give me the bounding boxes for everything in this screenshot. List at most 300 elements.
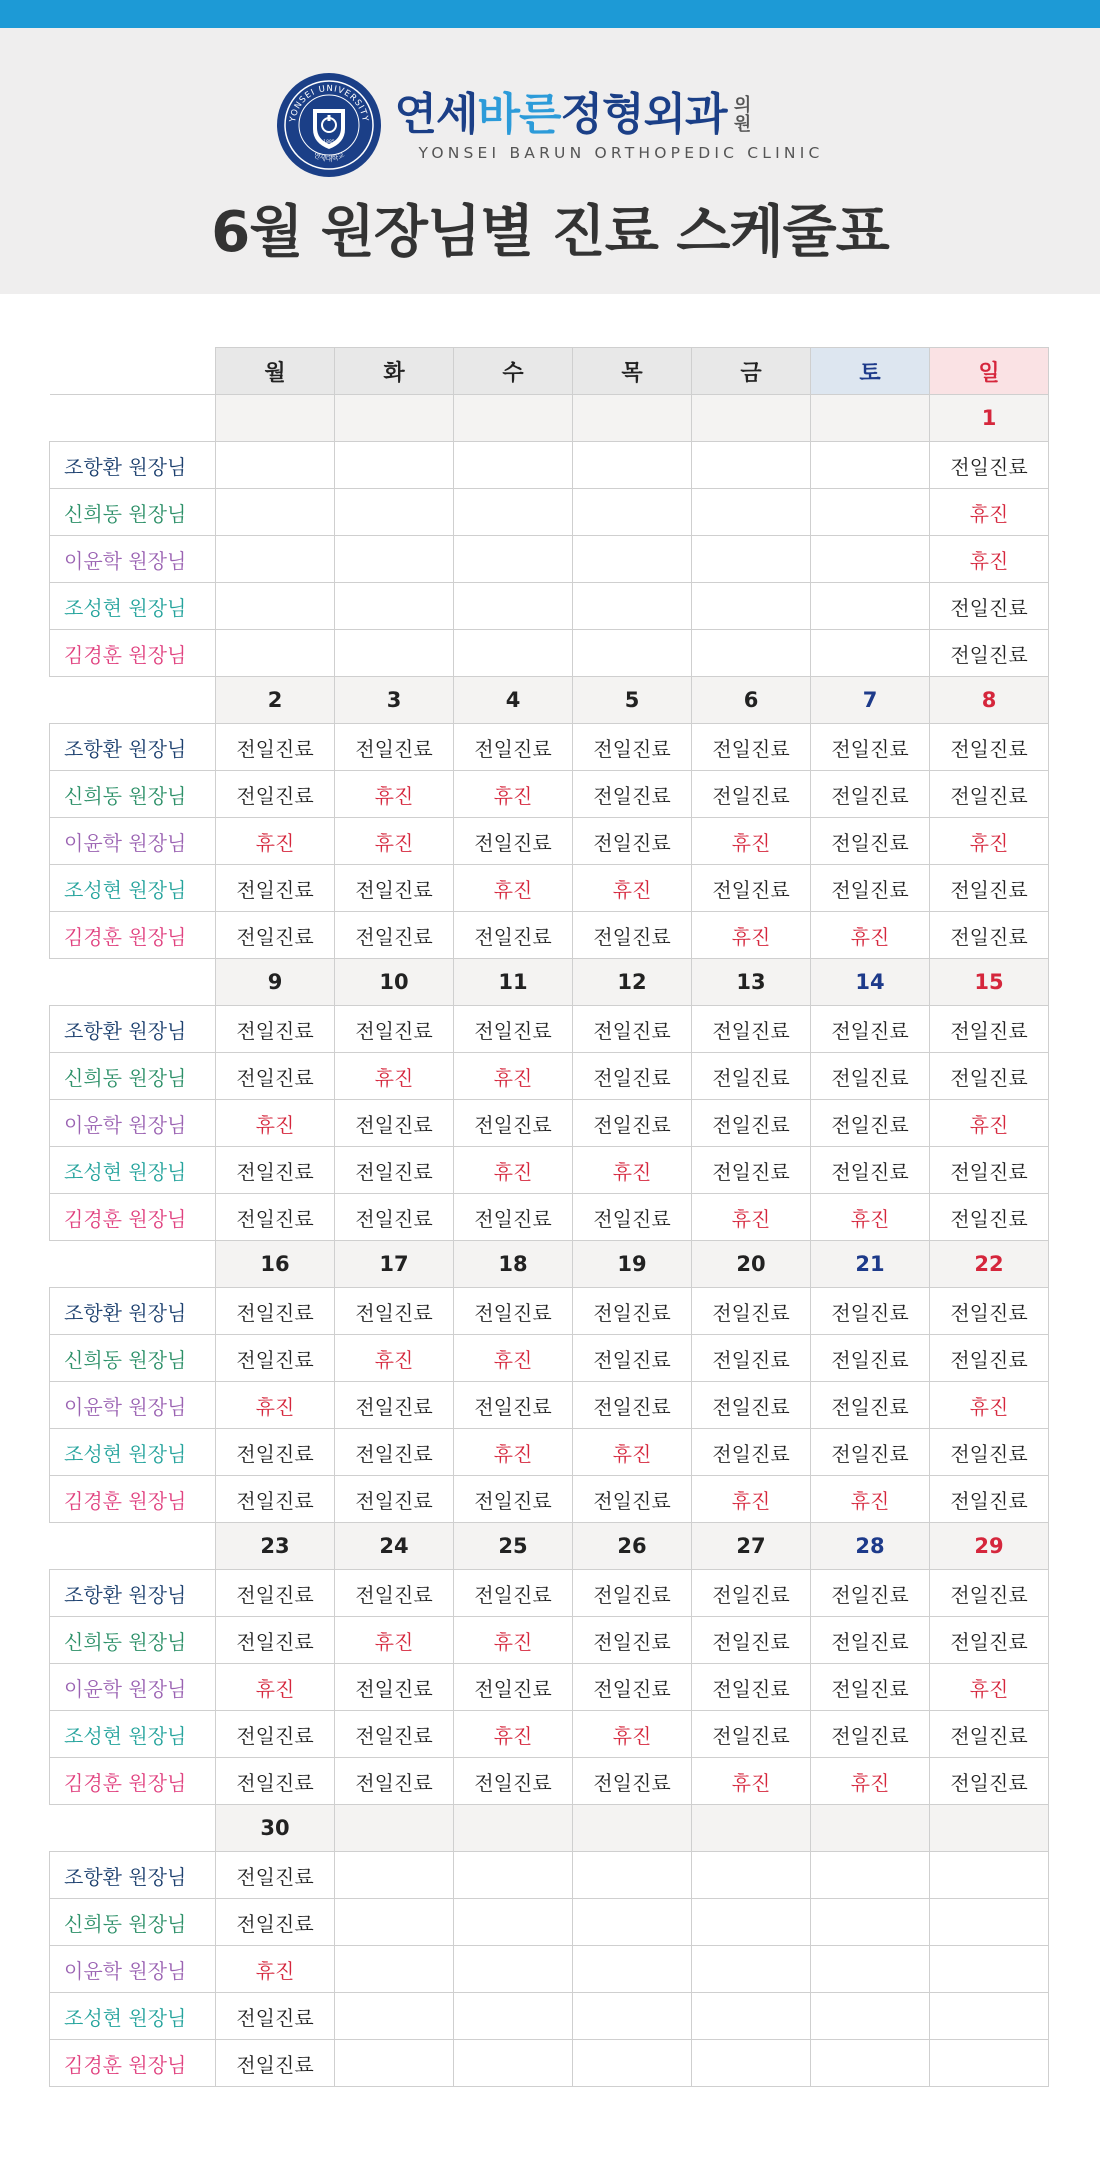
schedule-cell: 전일진료	[454, 1100, 573, 1147]
schedule-cell: 전일진료	[692, 1711, 811, 1758]
schedule-cell: 전일진료	[454, 1664, 573, 1711]
date-cell-sun: 15	[930, 959, 1049, 1006]
doctor-schedule-row	[50, 1664, 1049, 1711]
schedule-cell: 전일진료	[335, 1194, 454, 1241]
date-cell-tue: 24	[335, 1523, 454, 1570]
schedule-cell: 전일진료	[216, 1758, 335, 1805]
schedule-cell: 전일진료	[216, 1852, 335, 1899]
university-seal-icon	[277, 73, 381, 177]
schedule-cell: 전일진료	[811, 1288, 930, 1335]
schedule-cell	[811, 536, 930, 583]
schedule-cell: 전일진료	[216, 1570, 335, 1617]
schedule-cell: 휴진	[692, 1758, 811, 1805]
schedule-cell	[573, 536, 692, 583]
doctor-schedule-row	[50, 724, 1049, 771]
doctor-name: 신희동 원장님	[50, 1899, 216, 1946]
schedule-cell	[811, 442, 930, 489]
weekday-wed: 수	[454, 348, 573, 395]
schedule-cell: 전일진료	[335, 1100, 454, 1147]
top-accent-bar	[0, 0, 1100, 28]
schedule-cell	[573, 1993, 692, 2040]
schedule-cell: 전일진료	[216, 1899, 335, 1946]
schedule-cell: 휴진	[335, 1617, 454, 1664]
schedule-cell: 전일진료	[216, 1288, 335, 1335]
weekday-header-row	[50, 348, 1049, 395]
schedule-cell: 전일진료	[811, 724, 930, 771]
schedule-cell: 휴진	[573, 1711, 692, 1758]
clinic-logo	[0, 73, 1100, 177]
schedule-cell: 전일진료	[811, 1570, 930, 1617]
schedule-cell: 전일진료	[335, 912, 454, 959]
schedule-cell: 전일진료	[930, 1758, 1049, 1805]
doctor-name: 김경훈 원장님	[50, 1476, 216, 1523]
doctor-schedule-row	[50, 583, 1049, 630]
schedule-cell: 휴진	[692, 912, 811, 959]
doctor-name: 조성현 원장님	[50, 1993, 216, 2040]
schedule-cell: 전일진료	[930, 583, 1049, 630]
doctor-schedule-row	[50, 2040, 1049, 2087]
doctor-schedule-row	[50, 1194, 1049, 1241]
brand-text	[395, 89, 824, 162]
brand-name: 연세바른정형외과	[394, 88, 727, 140]
schedule-cell	[454, 2040, 573, 2087]
schedule-cell	[335, 1852, 454, 1899]
date-cell-fri	[692, 1805, 811, 1852]
date-cell-fri: 6	[692, 677, 811, 724]
schedule-cell: 전일진료	[335, 1758, 454, 1805]
schedule-cell: 전일진료	[811, 1711, 930, 1758]
doctor-schedule-row	[50, 1570, 1049, 1617]
schedule-cell: 전일진료	[573, 1758, 692, 1805]
schedule-cell	[335, 1946, 454, 1993]
schedule-cell: 휴진	[335, 818, 454, 865]
schedule-cell: 전일진료	[573, 1335, 692, 1382]
brand-suffix: 의 원	[733, 94, 752, 135]
doctor-name: 이윤학 원장님	[50, 1100, 216, 1147]
schedule-cell: 전일진료	[454, 1570, 573, 1617]
date-cell-sat	[811, 1805, 930, 1852]
page-title: 6월 원장님별 진료 스케줄표	[211, 200, 889, 265]
schedule-cell: 전일진료	[930, 1053, 1049, 1100]
schedule-cell	[573, 1899, 692, 1946]
doctor-schedule-row	[50, 1899, 1049, 1946]
schedule-cell: 전일진료	[573, 1617, 692, 1664]
doctor-schedule-row	[50, 442, 1049, 489]
schedule-cell: 전일진료	[930, 771, 1049, 818]
schedule-cell: 전일진료	[930, 1335, 1049, 1382]
schedule-cell	[811, 1946, 930, 1993]
doctor-schedule-row	[50, 1382, 1049, 1429]
schedule-cell: 전일진료	[216, 865, 335, 912]
date-cell-sun: 8	[930, 677, 1049, 724]
schedule-cell: 전일진료	[573, 1053, 692, 1100]
weekday-fri: 금	[692, 348, 811, 395]
schedule-cell: 전일진료	[454, 1006, 573, 1053]
schedule-cell: 휴진	[811, 1476, 930, 1523]
schedule-cell	[930, 1993, 1049, 2040]
schedule-cell	[216, 489, 335, 536]
doctor-name: 조항환 원장님	[50, 724, 216, 771]
schedule-cell: 전일진료	[454, 912, 573, 959]
schedule-cell: 전일진료	[454, 1194, 573, 1241]
schedule-cell	[573, 442, 692, 489]
schedule-cell: 전일진료	[692, 1053, 811, 1100]
schedule-cell: 휴진	[216, 1664, 335, 1711]
schedule-cell: 전일진료	[335, 1147, 454, 1194]
schedule-cell: 전일진료	[454, 724, 573, 771]
schedule-cell: 전일진료	[216, 1053, 335, 1100]
schedule-cell: 전일진료	[216, 1194, 335, 1241]
header-corner	[50, 348, 216, 395]
date-cell-sat: 21	[811, 1241, 930, 1288]
schedule-cell	[335, 489, 454, 536]
schedule-cell	[573, 1852, 692, 1899]
schedule-cell: 전일진료	[930, 865, 1049, 912]
date-row-label-cell	[50, 1523, 216, 1570]
doctor-name: 이윤학 원장님	[50, 1382, 216, 1429]
date-cell-fri: 27	[692, 1523, 811, 1570]
schedule-cell: 전일진료	[692, 1100, 811, 1147]
doctor-name: 조성현 원장님	[50, 1429, 216, 1476]
schedule-cell	[811, 1993, 930, 2040]
schedule-cell: 휴진	[216, 1382, 335, 1429]
date-cell-wed: 18	[454, 1241, 573, 1288]
schedule-cell	[692, 1993, 811, 2040]
date-cell-tue: 17	[335, 1241, 454, 1288]
schedule-cell: 휴진	[454, 1053, 573, 1100]
schedule-cell: 전일진료	[335, 1288, 454, 1335]
date-cell-sun: 29	[930, 1523, 1049, 1570]
doctor-name: 조성현 원장님	[50, 1147, 216, 1194]
date-cell-wed: 11	[454, 959, 573, 1006]
date-row	[50, 959, 1049, 1006]
schedule-cell	[692, 1899, 811, 1946]
schedule-cell: 휴진	[692, 1476, 811, 1523]
doctor-schedule-row	[50, 912, 1049, 959]
doctor-name: 신희동 원장님	[50, 1617, 216, 1664]
doctor-name: 조항환 원장님	[50, 1570, 216, 1617]
page-header	[0, 28, 1100, 294]
schedule-cell	[811, 2040, 930, 2087]
schedule-cell: 전일진료	[692, 771, 811, 818]
doctor-name: 신희동 원장님	[50, 1053, 216, 1100]
schedule-cell: 전일진료	[216, 1617, 335, 1664]
schedule-cell: 전일진료	[692, 724, 811, 771]
schedule-cell: 휴진	[216, 1100, 335, 1147]
schedule-cell: 휴진	[454, 1617, 573, 1664]
schedule-cell: 전일진료	[930, 1194, 1049, 1241]
schedule-cell: 전일진료	[216, 771, 335, 818]
schedule-cell	[454, 630, 573, 677]
date-row	[50, 1241, 1049, 1288]
schedule-cell	[692, 489, 811, 536]
schedule-cell: 휴진	[930, 1382, 1049, 1429]
doctor-name: 신희동 원장님	[50, 489, 216, 536]
schedule-cell	[454, 1899, 573, 1946]
doctor-schedule-row	[50, 1100, 1049, 1147]
schedule-cell	[930, 2040, 1049, 2087]
schedule-table	[49, 347, 1049, 2087]
schedule-cell	[692, 536, 811, 583]
schedule-cell: 휴진	[454, 1711, 573, 1758]
schedule-cell: 전일진료	[811, 818, 930, 865]
date-cell-sun	[930, 1805, 1049, 1852]
schedule-cell: 전일진료	[573, 1194, 692, 1241]
schedule-cell	[573, 1946, 692, 1993]
schedule-cell	[930, 1946, 1049, 1993]
date-cell-sat: 7	[811, 677, 930, 724]
date-cell-wed: 4	[454, 677, 573, 724]
schedule-cell	[692, 442, 811, 489]
date-cell-fri	[692, 395, 811, 442]
schedule-cell: 휴진	[335, 1053, 454, 1100]
schedule-cell: 전일진료	[573, 1476, 692, 1523]
schedule-cell	[335, 536, 454, 583]
date-cell-wed	[454, 395, 573, 442]
schedule-cell: 휴진	[573, 1429, 692, 1476]
schedule-cell: 휴진	[930, 1100, 1049, 1147]
date-cell-thu: 19	[573, 1241, 692, 1288]
schedule-cell: 휴진	[454, 771, 573, 818]
schedule-cell: 전일진료	[216, 2040, 335, 2087]
doctor-schedule-row	[50, 1711, 1049, 1758]
doctor-schedule-row	[50, 771, 1049, 818]
schedule-cell: 휴진	[811, 912, 930, 959]
date-cell-tue	[335, 395, 454, 442]
doctor-schedule-row	[50, 630, 1049, 677]
schedule-cell: 휴진	[573, 865, 692, 912]
doctor-name: 조성현 원장님	[50, 583, 216, 630]
date-cell-mon: 23	[216, 1523, 335, 1570]
date-cell-tue: 3	[335, 677, 454, 724]
schedule-cell	[454, 536, 573, 583]
schedule-cell: 전일진료	[930, 1006, 1049, 1053]
brand-english-name: YONSEI BARUN ORTHOPEDIC CLINIC	[418, 143, 824, 162]
doctor-name: 김경훈 원장님	[50, 2040, 216, 2087]
date-cell-mon: 16	[216, 1241, 335, 1288]
schedule-cell: 휴진	[454, 1335, 573, 1382]
schedule-cell: 전일진료	[930, 1147, 1049, 1194]
schedule-cell	[335, 1993, 454, 2040]
seal-year: 1885	[322, 140, 335, 145]
schedule-cell: 전일진료	[811, 771, 930, 818]
seal-english-text: YONSEI UNIVERSITY	[287, 83, 370, 123]
date-cell-thu: 5	[573, 677, 692, 724]
date-row-label-cell	[50, 1241, 216, 1288]
date-row-label-cell	[50, 677, 216, 724]
schedule-cell: 전일진료	[692, 1006, 811, 1053]
schedule-cell: 휴진	[335, 771, 454, 818]
schedule-cell	[216, 583, 335, 630]
schedule-cell: 전일진료	[692, 1664, 811, 1711]
doctor-name: 조항환 원장님	[50, 1852, 216, 1899]
schedule-cell: 전일진료	[811, 1382, 930, 1429]
doctor-schedule-row	[50, 1758, 1049, 1805]
schedule-cell	[930, 1899, 1049, 1946]
schedule-cell	[811, 1852, 930, 1899]
schedule-cell: 전일진료	[216, 912, 335, 959]
doctor-name: 김경훈 원장님	[50, 1194, 216, 1241]
schedule-cell: 전일진료	[216, 1147, 335, 1194]
schedule-cell: 전일진료	[692, 1617, 811, 1664]
schedule-cell: 전일진료	[335, 724, 454, 771]
date-row	[50, 1805, 1049, 1852]
schedule-cell: 휴진	[335, 1335, 454, 1382]
doctor-schedule-row	[50, 818, 1049, 865]
date-cell-thu	[573, 1805, 692, 1852]
schedule-cell	[216, 630, 335, 677]
schedule-cell: 전일진료	[573, 1382, 692, 1429]
schedule-cell: 전일진료	[573, 818, 692, 865]
schedule-cell: 휴진	[216, 1946, 335, 1993]
schedule-cell: 전일진료	[811, 1335, 930, 1382]
schedule-cell: 전일진료	[930, 442, 1049, 489]
schedule-cell: 휴진	[692, 818, 811, 865]
date-cell-sat	[811, 395, 930, 442]
schedule-cell: 전일진료	[692, 1147, 811, 1194]
doctor-name: 이윤학 원장님	[50, 1664, 216, 1711]
schedule-cell	[573, 2040, 692, 2087]
doctor-name: 조항환 원장님	[50, 1006, 216, 1053]
schedule-cell	[454, 1946, 573, 1993]
weekday-thu: 목	[573, 348, 692, 395]
schedule-cell	[573, 630, 692, 677]
schedule-cell: 휴진	[692, 1194, 811, 1241]
date-cell-mon: 9	[216, 959, 335, 1006]
schedule-cell: 전일진료	[930, 1617, 1049, 1664]
date-cell-mon	[216, 395, 335, 442]
weekday-mon: 월	[216, 348, 335, 395]
schedule-cell	[811, 583, 930, 630]
schedule-cell: 전일진료	[692, 1429, 811, 1476]
schedule-cell: 휴진	[216, 818, 335, 865]
date-cell-sun: 22	[930, 1241, 1049, 1288]
schedule-cell: 전일진료	[335, 1570, 454, 1617]
schedule-cell: 휴진	[930, 818, 1049, 865]
doctor-schedule-row	[50, 865, 1049, 912]
doctor-name: 조성현 원장님	[50, 865, 216, 912]
schedule-cell	[811, 630, 930, 677]
schedule-cell: 전일진료	[692, 1335, 811, 1382]
schedule-cell: 전일진료	[573, 1288, 692, 1335]
doctor-name: 이윤학 원장님	[50, 536, 216, 583]
schedule-cell	[454, 1852, 573, 1899]
schedule-cell	[335, 442, 454, 489]
doctor-name: 이윤학 원장님	[50, 818, 216, 865]
schedule-cell: 전일진료	[454, 1476, 573, 1523]
doctor-schedule-row	[50, 536, 1049, 583]
schedule-cell: 전일진료	[692, 1288, 811, 1335]
schedule-cell: 휴진	[573, 1147, 692, 1194]
schedule-cell: 전일진료	[335, 1711, 454, 1758]
schedule-cell: 전일진료	[811, 1429, 930, 1476]
schedule-cell	[573, 583, 692, 630]
schedule-cell	[930, 1852, 1049, 1899]
schedule-cell	[811, 489, 930, 536]
schedule-cell: 전일진료	[216, 1476, 335, 1523]
schedule-cell: 전일진료	[930, 724, 1049, 771]
schedule-cell: 전일진료	[573, 724, 692, 771]
schedule-cell	[335, 1899, 454, 1946]
schedule-cell: 전일진료	[335, 1476, 454, 1523]
schedule-cell: 전일진료	[811, 1006, 930, 1053]
doctor-schedule-row	[50, 1993, 1049, 2040]
schedule-cell: 휴진	[930, 536, 1049, 583]
schedule-cell: 휴진	[811, 1194, 930, 1241]
date-cell-thu: 26	[573, 1523, 692, 1570]
date-row	[50, 677, 1049, 724]
schedule-cell: 전일진료	[216, 724, 335, 771]
seal-korean-text: 연세대학교	[311, 150, 346, 163]
doctor-name: 이윤학 원장님	[50, 1946, 216, 1993]
schedule-cell: 전일진료	[930, 1570, 1049, 1617]
schedule-cell	[216, 442, 335, 489]
schedule-cell: 전일진료	[811, 1053, 930, 1100]
schedule-cell	[692, 1946, 811, 1993]
date-cell-wed: 25	[454, 1523, 573, 1570]
schedule-cell: 전일진료	[335, 1664, 454, 1711]
date-row-label-cell	[50, 395, 216, 442]
schedule-cell	[692, 583, 811, 630]
date-cell-sat: 28	[811, 1523, 930, 1570]
schedule-cell	[454, 1993, 573, 2040]
schedule-cell	[811, 1899, 930, 1946]
doctor-name: 김경훈 원장님	[50, 630, 216, 677]
schedule-cell	[335, 2040, 454, 2087]
schedule-cell: 휴진	[454, 1147, 573, 1194]
schedule-cell: 전일진료	[692, 1382, 811, 1429]
doctor-name: 김경훈 원장님	[50, 912, 216, 959]
date-row-label-cell	[50, 1805, 216, 1852]
schedule-cell: 휴진	[454, 1429, 573, 1476]
doctor-name: 조성현 원장님	[50, 1711, 216, 1758]
schedule-cell: 전일진료	[811, 1664, 930, 1711]
schedule-cell: 전일진료	[811, 865, 930, 912]
schedule-cell: 전일진료	[930, 630, 1049, 677]
date-cell-thu	[573, 395, 692, 442]
schedule-cell: 전일진료	[335, 1382, 454, 1429]
doctor-name: 신희동 원장님	[50, 1335, 216, 1382]
date-cell-tue	[335, 1805, 454, 1852]
doctor-schedule-row	[50, 1053, 1049, 1100]
schedule-cell: 전일진료	[454, 1382, 573, 1429]
schedule-cell	[573, 489, 692, 536]
schedule-cell: 전일진료	[454, 1758, 573, 1805]
schedule-cell: 전일진료	[573, 1006, 692, 1053]
doctor-schedule-row	[50, 489, 1049, 536]
doctor-name: 신희동 원장님	[50, 771, 216, 818]
schedule-cell: 전일진료	[692, 1570, 811, 1617]
doctor-schedule-row	[50, 1147, 1049, 1194]
doctor-schedule-row	[50, 1852, 1049, 1899]
schedule-cell: 전일진료	[692, 865, 811, 912]
schedule-cell	[692, 2040, 811, 2087]
schedule-cell	[335, 630, 454, 677]
schedule-cell: 전일진료	[573, 912, 692, 959]
doctor-schedule-row	[50, 1617, 1049, 1664]
weekday-sat: 토	[811, 348, 930, 395]
doctor-schedule-row	[50, 1335, 1049, 1382]
date-cell-thu: 12	[573, 959, 692, 1006]
schedule-cell: 휴진	[454, 865, 573, 912]
doctor-name: 조항환 원장님	[50, 1288, 216, 1335]
schedule-cell: 전일진료	[811, 1617, 930, 1664]
date-cell-wed	[454, 1805, 573, 1852]
schedule-cell: 전일진료	[573, 1100, 692, 1147]
schedule-cell: 휴진	[811, 1758, 930, 1805]
schedule-cell	[692, 1852, 811, 1899]
date-cell-fri: 13	[692, 959, 811, 1006]
